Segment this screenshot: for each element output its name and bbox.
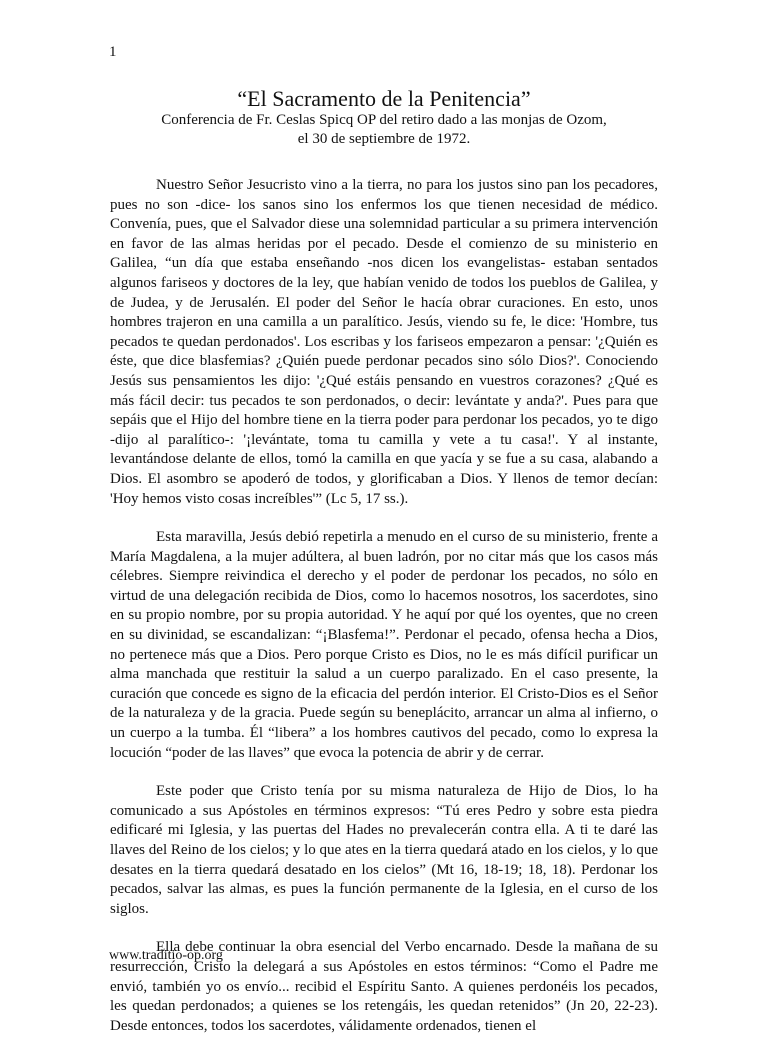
body-paragraph-3: Este poder que Cristo tenía por su misma naturaleza de Hijo de Dios, lo ha comunicado a sus Apóstoles en términos expresos: “Tú eres Pedro y sobre esta piedra edificaré mi Iglesia, y las puertas del Hades no prevalecerán contra ella. A ti te daré las llaves del Reino de los cielos; y lo que ates en la tierra quedará atado en los cielos, y lo que desates en la tierra quedará desatado en los cielos” (Mt 16, 18-19; 18, 18). Perdonar los pecados, salvar las almas, es pues la función permanente de la Iglesia, en el curso de los siglos.: [110, 783, 658, 917]
body-paragraph-4: Ella debe continuar la obra esencial del Verbo encarnado. Desde la mañana de su resurrección, Cristo la delegará a sus Apóstoles en estos términos: “Como el Padre me envió, también yo os envío... recibid el Espíritu Santo. A quienes perdonéis los pecados, les quedan perdonados; a quienes se los retengáis, les quedan retenidos” (Jn 20, 22-23). Desde entonces, todos los sacerdotes, válidamente ordenados, tienen el: [110, 939, 658, 1034]
subtitle-line-1: Conferencia de Fr. Ceslas Spicq OP del retiro dado a las monjas de Ozom,: [161, 112, 607, 128]
body-paragraph-2: Esta maravilla, Jesús debió repetirla a menudo en el curso de su ministerio, frente a María Magdalena, a la mujer adúltera, al buen ladrón, por no citar más que los casos más célebres. Siempre reivindica el derecho y el poder de perdonar los pecados, no sólo en virtud de una delegación recibida de Dios, como lo hacemos nosotros, los sacerdotes, sino en su propio nombre, por su propia autoridad. Y he aquí por qué los oyentes, que no creen en su divinidad, se escandalizan: “¡Blasfema!”. Perdonar el pecado, ofensa hecha a Dios, no pertenece más que a Dios. Pero porque Cristo es Dios, no le es más difícil purificar un alma manchada que restituir la salud a un cuerpo paralizado. En el caso presente, la curación que concede es signo de la eficacia del perdón interior. El Cristo-Dios es el Señor de la naturaleza y de la gracia. Puede según su beneplácito, arrancar un alma al infierno, o un cuerpo a la tumba. Él “libera” a los hombres cautivos del pecado, como lo expresa la locución “poder de las llaves” que evoca la potencia de abrir y de cerrar.: [110, 529, 658, 761]
document-body: [110, 176, 658, 1055]
body-paragraph-1: Nuestro Señor Jesucristo vino a la tierra, no para los justos sino pan los pecadores, pues no son -dice- los sanos sino los enfermos los que tienen necesidad de médico. Convenía, pues, que el Salvador diese una solemnidad particular a su primera intervención en favor de las almas heridas por el pecado. Desde el comienzo de su ministerio en Galilea, “un día que estaba enseñando -nos dicen los evangelistas- estaban sentados algunos fariseos y doctores de la ley, que habían venido de todos los pueblos de Galilea, y de Judea, y de Jerusalén. El poder del Señor le hacía obrar curaciones. En esto, unos hombres trajeron en una camilla a un paralítico. Jesús, viendo su fe, le dice: 'Hombre, tus pecados te quedan perdonados'. Los escribas y los fariseos empezaron a pensar: '¿Quién es éste, que dice blasfemias? ¿Quién puede perdonar pecados sino sólo Dios?'. Conociendo Jesús sus pensamientos les dijo: '¿Qué estáis pensando en vuestros corazones? ¿Qué es más fácil decir: tus pecados te son perdonados, o decir: levántate y anda?'. Pues para que sepáis que el Hijo del hombre tiene en la tierra poder para perdonar los pecados, yo te digo -dijo al paralítico-: '¡levántate, toma tu camilla y vete a tu casa!'. Y al instante, levantándose delante de ellos, tomó la camilla en que yacía y se fue a su casa, alabando a Dios. El asombro se apoderó de todos, y glorificaban a Dios. Y llenos de temor decían: 'Hoy hemos visto cosas increíbles'” (Lc 5, 17 ss.).: [110, 177, 658, 507]
footer-url: www.traditio-op.org: [109, 948, 223, 963]
document-subtitle: [0, 111, 768, 149]
subtitle-line-2: el 30 de septiembre de 1972.: [297, 131, 471, 147]
document-title: “El Sacramento de la Penitencia”: [237, 86, 531, 111]
page-number: 1: [109, 44, 117, 60]
